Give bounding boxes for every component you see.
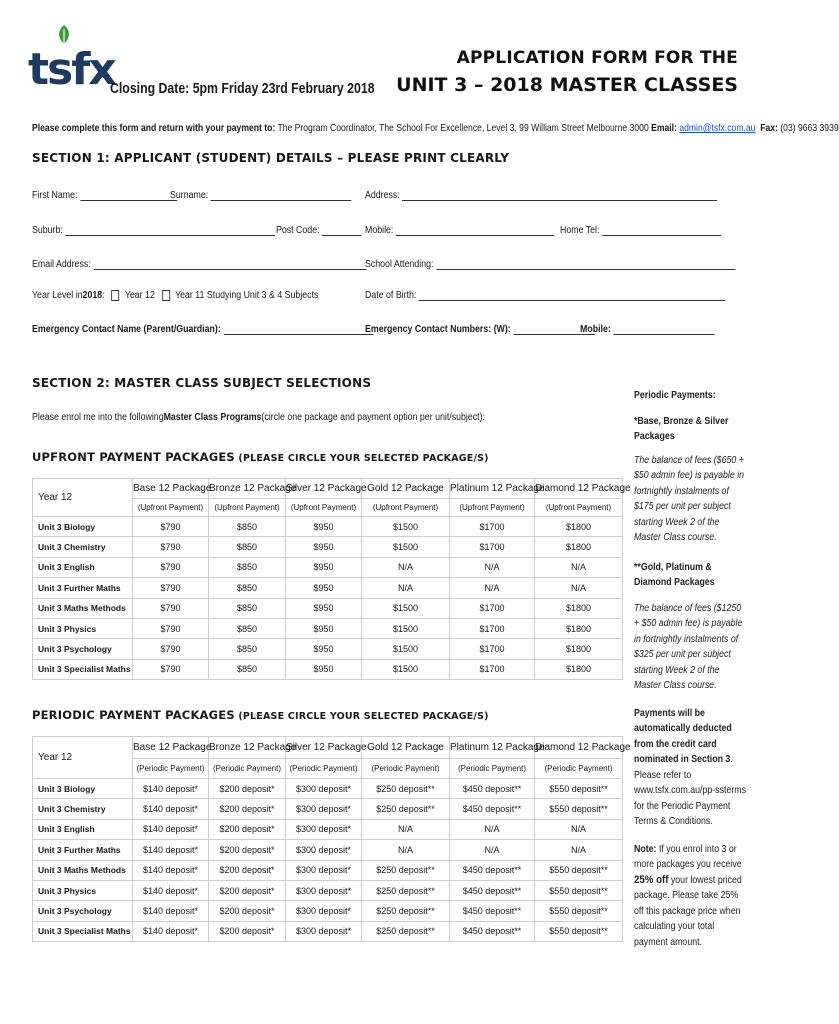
price-cell[interactable]: $1800 <box>535 517 623 537</box>
fax-label: Fax: <box>760 123 778 134</box>
mobile-field[interactable] <box>365 225 554 236</box>
school-attending-input[interactable] <box>436 260 735 270</box>
email-address-label: Email Address: <box>32 259 91 270</box>
first-name-input[interactable] <box>80 191 177 201</box>
instructions-lead: Please complete this form and return with your payment to: <box>32 123 276 134</box>
table-row <box>33 598 623 618</box>
price-cell[interactable]: $450 deposit** <box>450 860 535 880</box>
enrol-pre: Please enrol me into the following <box>32 412 164 423</box>
price-cell[interactable]: $250 deposit** <box>362 799 450 819</box>
price-cell[interactable]: $1700 <box>450 659 535 679</box>
emergency-mobile-label: Mobile: <box>580 324 611 335</box>
price-cell[interactable]: $450 deposit** <box>450 921 535 941</box>
email-label: Email: <box>651 123 677 134</box>
closing-date: Closing Date: 5pm Friday 23rd February 2018 <box>110 80 375 97</box>
upfront-heading <box>32 450 489 464</box>
school-attending-field[interactable] <box>365 259 735 270</box>
auto-deduct-bold: Payments will be automatically deducted from the credit card nominated in Section 3 <box>634 707 732 765</box>
table-row <box>33 921 623 941</box>
price-cell[interactable]: N/A <box>362 557 450 577</box>
year12-option-label: Year 12 <box>124 290 155 301</box>
price-cell[interactable]: N/A <box>535 819 623 839</box>
price-cell[interactable]: $550 deposit** <box>535 880 623 900</box>
post-code-input[interactable] <box>322 226 362 236</box>
gold-packages-text: The balance of fees ($1250 + $50 admin fee) is payable in fortnightly instalments of $325 per unit per subject starting Week 2 of the Master Class course. <box>634 602 743 691</box>
package-header-name: Bronze 12 Package <box>209 737 286 759</box>
price-cell[interactable]: $200 deposit* <box>209 901 286 921</box>
upfront-heading-main: UPFRONT PAYMENT PACKAGES <box>32 450 235 464</box>
price-cell[interactable]: $790 <box>133 537 209 557</box>
price-cell[interactable]: $790 <box>133 517 209 537</box>
subject-cell: Unit 3 English <box>33 819 133 839</box>
price-cell[interactable]: $1800 <box>535 618 623 638</box>
package-header-payment-type: (Upfront Payment) <box>535 499 623 517</box>
table-row <box>33 578 623 598</box>
suburb-field[interactable] <box>32 225 275 236</box>
price-cell[interactable]: $1800 <box>535 659 623 679</box>
price-cell[interactable]: $790 <box>133 659 209 679</box>
home-tel-input[interactable] <box>602 226 721 236</box>
dob-field[interactable] <box>365 290 725 301</box>
price-cell[interactable]: $450 deposit** <box>450 799 535 819</box>
price-cell[interactable]: $950 <box>286 537 362 557</box>
price-cell[interactable]: $200 deposit* <box>209 819 286 839</box>
price-cell[interactable]: $140 deposit* <box>133 901 209 921</box>
subject-cell: Unit 3 Specialist Maths <box>33 921 133 941</box>
price-cell[interactable]: $300 deposit* <box>286 921 362 941</box>
leaf-icon <box>54 24 74 46</box>
mobile-label: Mobile: <box>365 225 394 236</box>
package-header-payment-type: (Upfront Payment) <box>286 499 362 517</box>
package-header-payment-type: (Periodic Payment) <box>209 759 286 779</box>
periodic-payments-title: Periodic Payments: <box>634 390 716 401</box>
price-cell[interactable]: $200 deposit* <box>209 921 286 941</box>
table-row <box>33 799 623 819</box>
price-cell[interactable]: $950 <box>286 578 362 598</box>
price-cell[interactable]: $450 deposit** <box>450 880 535 900</box>
table-row <box>33 779 623 799</box>
package-header-payment-type: (Periodic Payment) <box>286 759 362 779</box>
note-discount: 25% off <box>634 873 669 886</box>
price-cell[interactable]: $790 <box>133 578 209 598</box>
price-cell[interactable]: $1500 <box>362 517 450 537</box>
package-header-payment-type: (Upfront Payment) <box>209 499 286 517</box>
price-cell[interactable]: $1700 <box>450 598 535 618</box>
price-cell[interactable]: $450 deposit** <box>450 901 535 921</box>
price-cell[interactable]: $950 <box>286 618 362 638</box>
periodic-payments-notes <box>634 388 764 950</box>
table-row <box>33 880 623 900</box>
price-cell[interactable]: $250 deposit** <box>362 779 450 799</box>
price-cell[interactable]: $300 deposit* <box>286 840 362 860</box>
price-cell[interactable]: N/A <box>535 840 623 860</box>
subject-cell: Unit 3 Specialist Maths <box>33 659 133 679</box>
form-title-line1: APPLICATION FORM FOR THE <box>456 48 738 68</box>
auto-deduct-text: . Please refer to www.tsfx.com.au/pp-ssterms for the Periodic Payment Terms & Conditions. <box>634 754 746 827</box>
package-header-name: Platinum 12 Package <box>450 737 535 759</box>
table-row <box>33 618 623 638</box>
post-code-label: Post Code: <box>276 225 320 236</box>
package-header-name: Platinum 12 Package <box>450 479 535 499</box>
emergency-name-field[interactable] <box>32 324 373 335</box>
address-label: Address: <box>365 190 400 201</box>
subject-cell: Unit 3 Biology <box>33 779 133 799</box>
package-header-name: Silver 12 Package <box>286 737 362 759</box>
table-row <box>33 901 623 921</box>
note-label: Note: <box>634 843 657 855</box>
price-cell[interactable]: $550 deposit** <box>535 779 623 799</box>
instructions-address: The Program Coordinator, The School For Excellence, Level 3, 99 William Street Melbourne 3000 <box>275 123 652 134</box>
price-cell[interactable]: N/A <box>362 819 450 839</box>
price-cell[interactable]: $950 <box>286 659 362 679</box>
school-attending-label: School Attending: <box>365 259 434 270</box>
subject-cell: Unit 3 English <box>33 557 133 577</box>
package-header-name: Silver 12 Package <box>286 479 362 499</box>
tsfx-logo <box>28 22 115 95</box>
table-row <box>33 537 623 557</box>
price-cell[interactable]: $550 deposit** <box>535 860 623 880</box>
price-cell[interactable]: $550 deposit** <box>535 901 623 921</box>
price-cell[interactable]: N/A <box>535 557 623 577</box>
fax-number: (03) 9663 3939 <box>780 123 839 134</box>
section2-heading: SECTION 2: MASTER CLASS SUBJECT SELECTIONS <box>32 376 372 390</box>
subject-cell: Unit 3 Physics <box>33 618 133 638</box>
subject-cell: Unit 3 Maths Methods <box>33 598 133 618</box>
package-header-payment-type: (Upfront Payment) <box>362 499 450 517</box>
address-input[interactable] <box>402 191 717 201</box>
price-cell[interactable]: N/A <box>450 578 535 598</box>
package-header-name: Gold 12 Package <box>362 737 450 759</box>
price-cell[interactable]: $1800 <box>535 639 623 659</box>
periodic-heading <box>32 708 489 722</box>
price-cell[interactable]: N/A <box>362 578 450 598</box>
emergency-mobile-input[interactable] <box>613 325 714 335</box>
logo-text: tsfx <box>28 44 115 95</box>
year-level-field <box>32 290 318 301</box>
upfront-year-header: Year 12 <box>33 479 133 517</box>
package-header-payment-type: (Periodic Payment) <box>133 759 209 779</box>
price-cell[interactable]: N/A <box>450 819 535 839</box>
price-cell[interactable]: $140 deposit* <box>133 880 209 900</box>
price-cell[interactable]: $1500 <box>362 659 450 679</box>
emergency-numbers-label: Emergency Contact Numbers: (W): <box>365 324 511 335</box>
discount-note <box>634 842 748 951</box>
periodic-heading-main: PERIODIC PAYMENT PACKAGES <box>32 708 235 722</box>
subject-cell: Unit 3 Physics <box>33 880 133 900</box>
price-cell[interactable]: $1700 <box>450 537 535 557</box>
subject-cell: Unit 3 Biology <box>33 517 133 537</box>
price-cell[interactable]: $850 <box>209 517 286 537</box>
package-header-payment-type: (Upfront Payment) <box>450 499 535 517</box>
periodic-year-header: Year 12 <box>33 737 133 779</box>
year12-checkbox[interactable] <box>112 290 120 301</box>
enrol-post: (circle one package and payment option per unit/subject): <box>261 412 485 423</box>
first-name-field[interactable] <box>32 190 177 201</box>
price-cell[interactable]: $850 <box>209 618 286 638</box>
upfront-packages-table <box>32 478 631 680</box>
price-cell[interactable]: $850 <box>209 557 286 577</box>
subject-cell: Unit 3 Chemistry <box>33 799 133 819</box>
price-cell[interactable]: $200 deposit* <box>209 880 286 900</box>
package-header-name: Diamond 12 Package <box>535 737 623 759</box>
dob-input[interactable] <box>419 291 725 301</box>
form-title-line2: UNIT 3 – 2018 MASTER CLASSES <box>396 74 738 96</box>
price-cell[interactable]: $1500 <box>362 537 450 557</box>
price-cell[interactable]: N/A <box>362 840 450 860</box>
price-cell[interactable]: $950 <box>286 598 362 618</box>
price-cell[interactable]: $850 <box>209 598 286 618</box>
enrol-bold: Master Class Programs <box>163 412 262 423</box>
subject-cell: Unit 3 Further Maths <box>33 578 133 598</box>
gold-packages-title: **Gold, Platinum & Diamond Packages <box>634 561 715 588</box>
mobile-input[interactable] <box>396 226 554 236</box>
price-cell[interactable]: $1500 <box>362 639 450 659</box>
subject-cell: Unit 3 Further Maths <box>33 840 133 860</box>
table-row <box>33 557 623 577</box>
year-level-label: Year Level in <box>32 290 83 301</box>
dob-label: Date of Birth: <box>365 290 417 301</box>
emergency-numbers-field[interactable] <box>365 324 594 335</box>
table-row <box>33 517 623 537</box>
home-tel-label: Home Tel: <box>560 225 600 236</box>
email-link[interactable]: admin@tsfx.com.au <box>679 123 756 134</box>
price-cell[interactable]: $950 <box>286 639 362 659</box>
package-header-name: Base 12 Package <box>133 737 209 759</box>
base-packages-title: *Base, Bronze & Silver Packages <box>634 415 729 442</box>
return-instructions <box>32 123 839 134</box>
package-header-payment-type: (Periodic Payment) <box>362 759 450 779</box>
price-cell[interactable]: $300 deposit* <box>286 819 362 839</box>
enrol-instruction <box>32 412 485 423</box>
price-cell[interactable]: $140 deposit* <box>133 819 209 839</box>
package-header-payment-type: (Upfront Payment) <box>133 499 209 517</box>
package-header-name: Bronze 12 Package <box>209 479 286 499</box>
price-cell[interactable]: $250 deposit** <box>362 880 450 900</box>
address-field[interactable] <box>365 190 717 201</box>
price-cell[interactable]: N/A <box>535 578 623 598</box>
package-header-payment-type: (Periodic Payment) <box>535 759 623 779</box>
note-pre: If you enrol into 3 or more packages you receive <box>634 843 742 870</box>
price-cell[interactable]: $300 deposit* <box>286 799 362 819</box>
base-packages-text: The balance of fees ($650 + $50 admin fee) is payable in fortnightly instalments of $175 per unit per subject starting Week 2 of the Master Class course. <box>634 454 745 543</box>
table-row <box>33 639 623 659</box>
price-cell[interactable]: $850 <box>209 537 286 557</box>
price-cell[interactable]: $550 deposit** <box>535 921 623 941</box>
package-header-name: Gold 12 Package <box>362 479 450 499</box>
home-tel-field[interactable] <box>560 225 721 236</box>
periodic-packages-table <box>32 736 631 942</box>
price-cell[interactable]: $1500 <box>362 598 450 618</box>
price-cell[interactable]: N/A <box>450 840 535 860</box>
price-cell[interactable]: $790 <box>133 598 209 618</box>
note-post: your lowest priced package. Please take 25% off this package price when calculating your total payment amount. <box>634 874 742 948</box>
auto-deduct-note <box>634 706 748 830</box>
price-cell[interactable]: $1700 <box>450 517 535 537</box>
price-cell[interactable]: $1700 <box>450 639 535 659</box>
surname-label: Surname: <box>170 190 209 201</box>
subject-cell: Unit 3 Chemistry <box>33 537 133 557</box>
price-cell[interactable]: $1800 <box>535 598 623 618</box>
emergency-name-input[interactable] <box>223 325 373 335</box>
form-title <box>396 48 738 96</box>
package-header-name: Base 12 Package <box>133 479 209 499</box>
price-cell[interactable]: $1700 <box>450 618 535 638</box>
price-cell[interactable]: $200 deposit* <box>209 840 286 860</box>
price-cell[interactable]: $950 <box>286 517 362 537</box>
price-cell[interactable]: $850 <box>209 639 286 659</box>
price-cell[interactable]: $250 deposit** <box>362 901 450 921</box>
price-cell[interactable]: $200 deposit* <box>209 799 286 819</box>
email-address-field[interactable] <box>32 259 366 270</box>
price-cell[interactable]: $850 <box>209 578 286 598</box>
surname-input[interactable] <box>211 191 352 201</box>
subject-cell: Unit 3 Maths Methods <box>33 860 133 880</box>
price-cell[interactable]: $1800 <box>535 537 623 557</box>
price-cell[interactable]: $790 <box>133 618 209 638</box>
price-cell[interactable]: $300 deposit* <box>286 880 362 900</box>
price-cell[interactable]: $140 deposit* <box>133 840 209 860</box>
subject-cell: Unit 3 Psychology <box>33 901 133 921</box>
price-cell[interactable]: $300 deposit* <box>286 860 362 880</box>
table-row <box>33 860 623 880</box>
price-cell[interactable]: $250 deposit** <box>362 921 450 941</box>
price-cell[interactable]: $1500 <box>362 618 450 638</box>
package-header-payment-type: (Periodic Payment) <box>450 759 535 779</box>
package-header-name: Diamond 12 Package <box>535 479 623 499</box>
email-address-input[interactable] <box>93 260 366 270</box>
price-cell[interactable]: $140 deposit* <box>133 779 209 799</box>
year11-option-label: Year 11 Studying Unit 3 & 4 Subjects <box>175 290 319 301</box>
price-cell[interactable]: $790 <box>133 557 209 577</box>
price-cell[interactable]: $950 <box>286 557 362 577</box>
emergency-mobile-field[interactable] <box>580 324 715 335</box>
section1-heading: SECTION 1: APPLICANT (STUDENT) DETAILS – PLEASE PRINT CLEARLY <box>32 151 510 165</box>
upfront-heading-sub: (PLEASE CIRCLE YOUR SELECTED PACKAGE/S) <box>234 453 489 464</box>
price-cell[interactable]: $140 deposit* <box>133 921 209 941</box>
periodic-heading-sub: (PLEASE CIRCLE YOUR SELECTED PACKAGE/S) <box>234 711 489 722</box>
price-cell[interactable]: $850 <box>209 659 286 679</box>
table-row <box>33 659 623 679</box>
price-cell[interactable]: $140 deposit* <box>133 799 209 819</box>
year-level-colon: : <box>102 290 105 301</box>
price-cell[interactable]: $200 deposit* <box>209 779 286 799</box>
subject-cell: Unit 3 Psychology <box>33 639 133 659</box>
price-cell[interactable]: $790 <box>133 639 209 659</box>
post-code-field[interactable] <box>276 225 362 236</box>
price-cell[interactable]: $200 deposit* <box>209 860 286 880</box>
price-cell[interactable]: $250 deposit** <box>362 860 450 880</box>
year11-checkbox[interactable] <box>162 290 170 301</box>
price-cell[interactable]: $450 deposit** <box>450 779 535 799</box>
price-cell[interactable]: N/A <box>450 557 535 577</box>
year-level-year: 2018 <box>82 290 103 301</box>
suburb-input[interactable] <box>65 226 274 236</box>
surname-field[interactable] <box>170 190 352 201</box>
price-cell[interactable]: $300 deposit* <box>286 901 362 921</box>
price-cell[interactable]: $550 deposit** <box>535 799 623 819</box>
emergency-name-label: Emergency Contact Name (Parent/Guardian): <box>32 324 221 335</box>
price-cell[interactable]: $300 deposit* <box>286 779 362 799</box>
first-name-label: First Name: <box>32 190 78 201</box>
price-cell[interactable]: $140 deposit* <box>133 860 209 880</box>
suburb-label: Suburb: <box>32 225 63 236</box>
table-row <box>33 840 623 860</box>
table-row <box>33 819 623 839</box>
